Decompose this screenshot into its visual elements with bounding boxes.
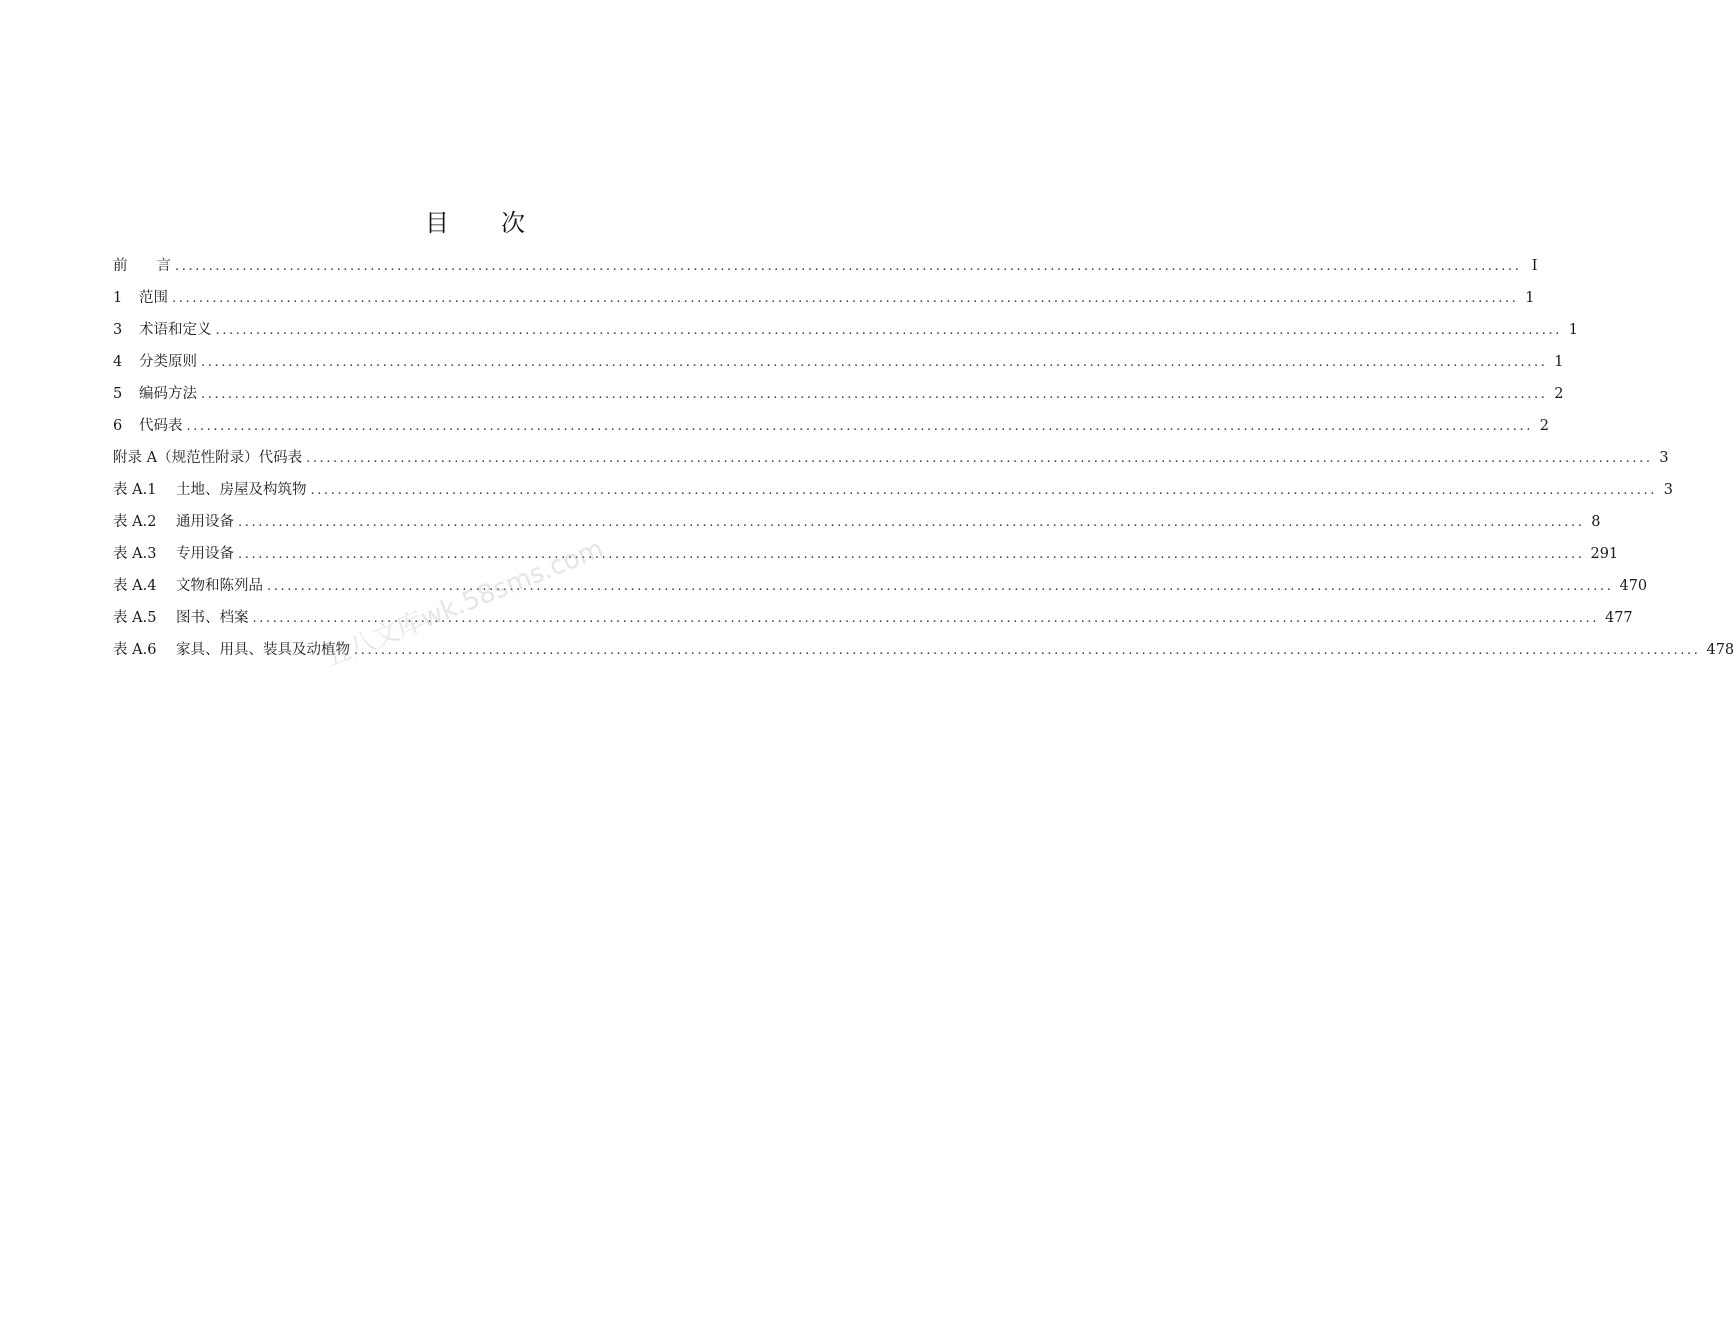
toc-leader-dots: ........................................................................................................................................................................................................ [201,387,1548,402]
toc-entry-text: 文物和陈列品 [176,578,263,594]
toc-entry-label [113,253,171,279]
toc-entry-text: 土地、房屋及构筑物 [176,482,307,498]
toc-entry[interactable] [113,413,1549,445]
toc-leader-dots: ........................................................................................................................................................................................................ [172,291,1519,306]
toc-leader-dots: ........................................................................................................................................................................................................ [310,483,1657,498]
toc-entry-page: 470 [1619,578,1648,594]
toc-entry[interactable] [113,253,1538,285]
toc-entry-label [113,605,249,631]
toc-leader-dots: ........................................................................................................................................................................................................ [252,611,1599,626]
toc-leader-dots: ........................................................................................................................................................................................................ [306,451,1653,466]
toc-entry-page: 3 [1663,482,1673,498]
toc-entry[interactable] [113,573,1648,605]
toc-entry-page: 1 [1568,322,1578,338]
toc-entry-label [113,317,212,343]
page-title [0,203,950,238]
toc-entry-page: 8 [1591,514,1601,530]
toc-entry-number: 1 [113,290,123,306]
toc-entry[interactable] [113,445,1669,477]
toc-entry-number: 表 A.4 [113,578,157,594]
toc-entry-number: 表 A.2 [113,514,157,530]
toc-entry-text: 分类原则 [139,354,197,370]
toc-leader-dots: ........................................................................................................................................................................................................ [267,579,1614,594]
toc-entry[interactable] [113,285,1535,317]
toc-entry[interactable] [113,317,1578,349]
toc-entry-label [113,477,307,503]
toc-entry-page: 2 [1539,418,1549,434]
title-char-2: 次 [501,209,525,237]
toc-leader-dots: ........................................................................................................................................................................................................ [175,259,1522,274]
toc-entry-label [113,381,197,407]
watermark: 五八文库wk.58sms.com [320,533,608,674]
toc-entry-page: 2 [1554,386,1564,402]
toc-entry[interactable] [113,605,1633,637]
toc-leader-dots: ........................................................................................................................................................................................................ [201,355,1548,370]
toc-leader-dots: ........................................................................................................................................................................................................ [238,547,1585,562]
toc-entry[interactable] [113,541,1619,573]
toc-entry-label [113,573,263,599]
toc-entry-number: 3 [113,322,123,338]
toc-entry[interactable] [113,381,1564,413]
toc-entry-number: 表 A.5 [113,610,157,626]
toc-entry-number: 表 A.3 [113,546,157,562]
toc-entry[interactable] [113,349,1564,381]
toc-entry-page: 3 [1659,450,1669,466]
toc-entry-label [113,285,168,311]
toc-entry-page: 291 [1590,546,1619,562]
toc-entry-label [113,541,234,567]
toc-entry-text: 范围 [139,290,168,306]
toc-entry-text: 附录 A（规范性附录）代码表 [113,450,303,466]
table-of-contents [113,253,1734,669]
toc-entry-number: 表 A.6 [113,642,157,658]
toc-entry-text: 代码表 [139,418,183,434]
toc-entry-label [113,413,183,439]
toc-entry[interactable] [113,477,1673,509]
toc-entry-label [113,509,234,535]
toc-leader-dots: ........................................................................................................................................................................................................ [186,419,1533,434]
toc-leader-dots: ........................................................................................................................................................................................................ [215,323,1562,338]
toc-entry-text: 编码方法 [139,386,197,402]
toc-entry[interactable] [113,509,1601,541]
toc-entry-number: 4 [113,354,123,370]
toc-entry-number: 5 [113,386,123,402]
toc-entry-label [113,445,302,471]
toc-entry-label [113,349,197,375]
toc-leader-dots: ........................................................................................................................................................................................................ [238,515,1585,530]
title-char-1: 目 [425,209,449,237]
toc-leader-dots: ........................................................................................................................................................................................................ [354,643,1701,658]
toc-entry[interactable] [113,637,1734,669]
toc-entry-number: 表 A.1 [113,482,157,498]
toc-entry-text: 图书、档案 [176,610,249,626]
toc-entry-text: 家具、用具、装具及动植物 [176,642,350,658]
toc-entry-page: 1 [1525,290,1535,306]
toc-entry-page: 477 [1604,610,1633,626]
toc-entry-text: 术语和定义 [139,322,212,338]
toc-entry-page: 1 [1554,354,1564,370]
toc-entry-number: 6 [113,418,123,434]
toc-entry-page: I [1531,258,1538,274]
toc-entry-text: 前 言 [113,258,171,274]
toc-entry-page: 478 [1706,642,1734,658]
toc-entry-text: 通用设备 [176,514,234,530]
toc-entry-text: 专用设备 [176,546,234,562]
toc-entry-label [113,637,350,663]
